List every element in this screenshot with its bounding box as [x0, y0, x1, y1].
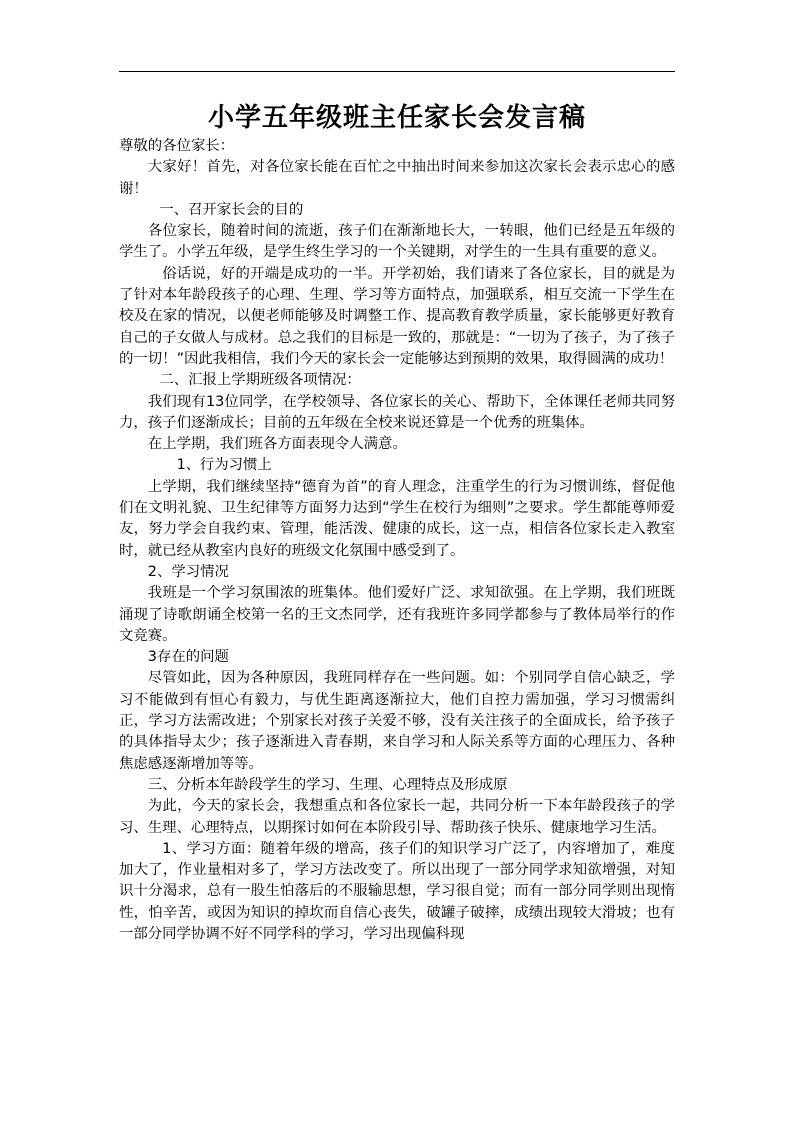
- paragraph: 我们现有13位同学，在学校领导、各位家长的关心、帮助下，全体课任老师共同努力，孩子们逐渐成长；目前的五年级在全校来说还算是一个优秀的班集体。: [119, 393, 675, 431]
- section-heading: 一、召开家长会的目的: [159, 201, 304, 218]
- page-title: 小学五年级班主任家长会发言稿: [207, 103, 586, 133]
- paragraph: 大家好！首先，对各位家长能在百忙之中抽出时间来参加这次家长会表示忠心的感谢！: [119, 159, 675, 197]
- paragraph: 我班是一个学习氛围浓的班集体。他们爱好广泛、求知欲强。在上学期，我们班既涌现了诗歌朗诵全校第一名的王文杰同学，还有我班许多同学都参与了教体局举行的作文竞赛。: [119, 585, 675, 644]
- paragraph: 上学期，我们继续坚持“德育为首”的育人理念，注重学生的行为习惯训练，督促他们在文明礼貌、卫生纪律等方面努力达到“学生在校行为细则”之要求。学生都能尊师爱友，努力学会自我约束、管理，能活泼、健康的成长，这一点，相信各位家长走入教室时，就已经从教室内良好的班级文化氛围中感受到了。: [119, 478, 675, 559]
- subheading-row: [119, 455, 675, 476]
- header-rule: [119, 71, 675, 72]
- section-heading: 二、汇报上学期班级各项情况：: [159, 372, 361, 389]
- paragraph: 俗话说，好的开端是成功的一半。开学初始，我们请来了各位家长，目的就是为了针对本年龄段孩子的心理、生理、学习等方面特点，加强联系，相互交流一下学生在校及在家的情况，以便老师能够及时调整工作、提高教育教学质量，家长能够更好教育自己的子女做人与成材。总之我们的目标是一致的，那就是：“一切为了孩子，为了孩子的一切！”因此我相信，我们今天的家长会一定能够达到预期的效果，取得圆满的成功！: [119, 265, 675, 367]
- greeting: 尊敬的各位家长：: [119, 138, 235, 154]
- paragraph: 1、学习方面：随着年级的增高，孩子们的知识学习广泛了，内容增加了，难度加大了，作业量相对多了，学习方法改变了。所以出现了一部分同学求知欲增强，对知识十分渴求，总有一股生怕落后的不服输思想，学习很自觉；而有一部分同学则出现惰性，怕辛苦，或因为知识的掉坎而自信心丧失，破罐子破摔，成绩出现较大滑坡；也有一部分同学协调不好不同学科的学习，学习出现偏科现: [119, 840, 675, 942]
- subheading-number: 1、: [176, 457, 201, 474]
- paragraph: 在上学期，我们班各方面表现令人满意。: [147, 436, 407, 453]
- paragraph: 为此，今天的家长会，我想重点和各位家长一起，共同分析一下本年龄段孩子的学习、生理、心理特点，以期探讨如何在本阶段引导、帮助孩子快乐、健康地学习生活。: [119, 798, 675, 836]
- subheading-label: 行为习惯上: [199, 457, 272, 474]
- subheading: 2、学习情况: [147, 563, 229, 580]
- paragraph: 各位家长，随着时间的流逝，孩子们在渐渐地长大，一转眼，他们已经是五年级的学生了。小学五年级，是学生终生学习的一个关键期，对学生的一生具有重要的意义。: [119, 223, 675, 261]
- section-heading: 三、分析本年龄段学生的学习、生理、心理特点及形成原: [147, 776, 508, 793]
- subheading: 3存在的问题: [147, 649, 229, 666]
- document-body: [119, 136, 675, 945]
- paragraph: 尽管如此，因为各种原因，我班同样存在一些问题。如：个别同学自信心缺乏，学习不能做到有恒心有毅力，与优生距离逐渐拉大，他们自控力需加强，学习习惯需纠正，学习方法需改进；个别家长对孩子关爱不够，没有关注孩子的全面成长，给予孩子的具体指导太少；孩子逐渐进入青春期，来自学习和人际关系等方面的心理压力、各种焦虑感逐渐增加等等。: [119, 670, 675, 772]
